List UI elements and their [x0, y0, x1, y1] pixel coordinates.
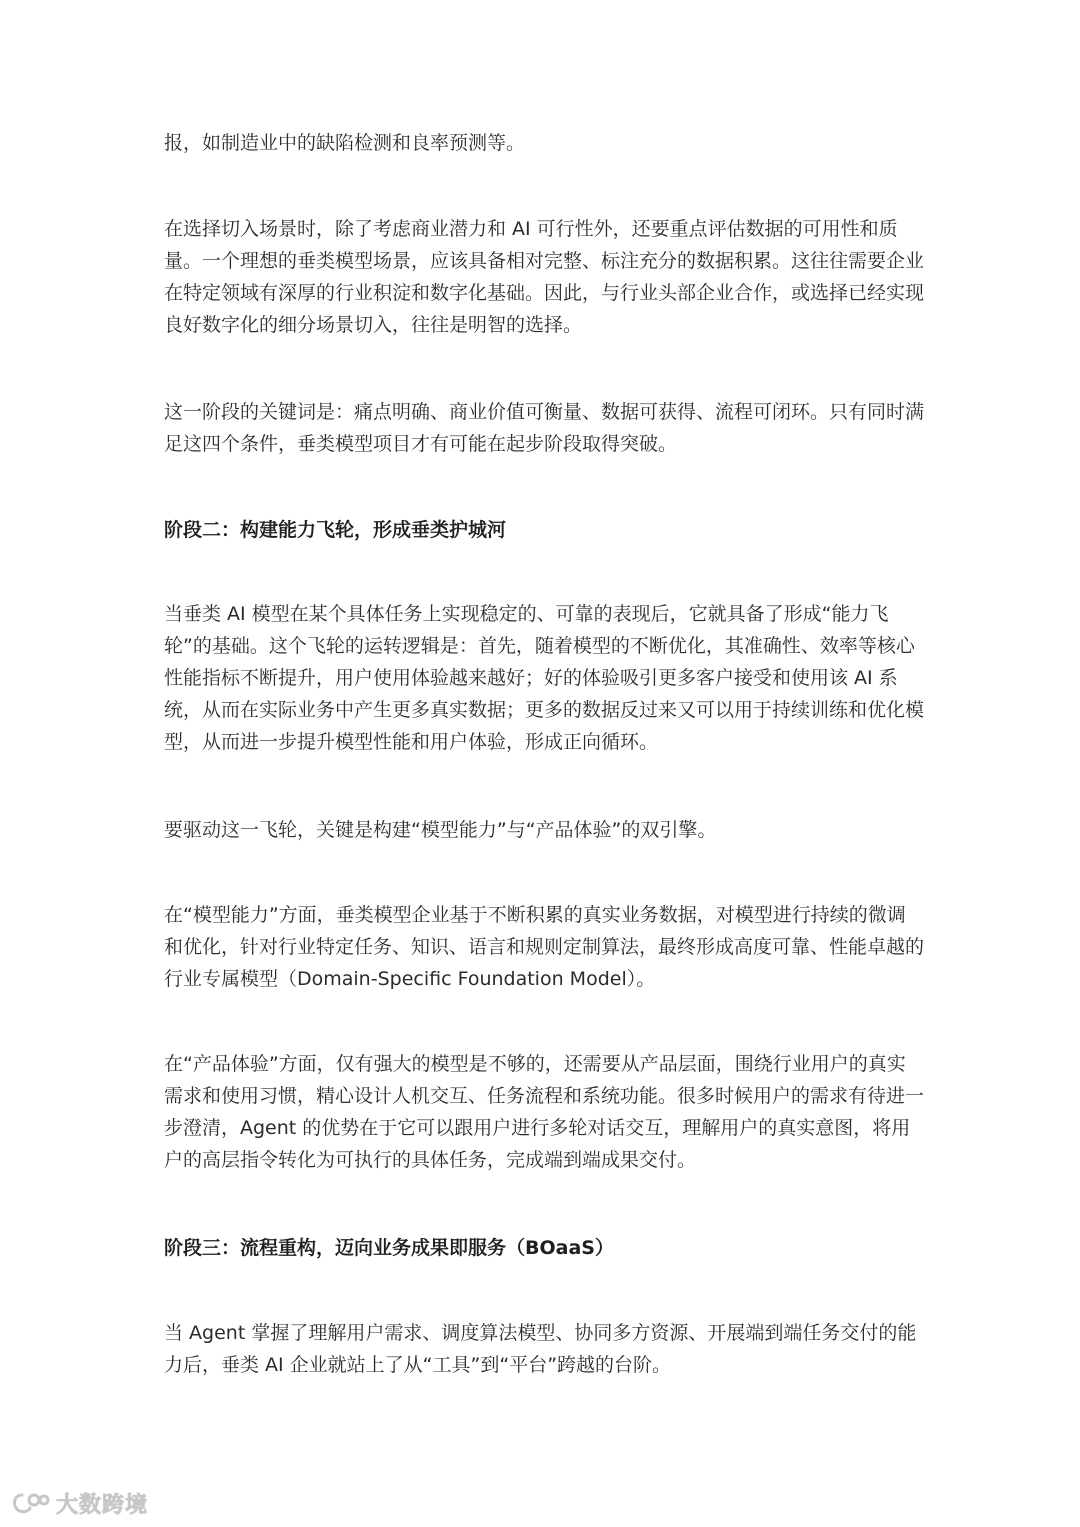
paragraph-agent-platform: 当 Agent 掌握了理解用户需求、调度算法模型、协同多方资源、开展端到端任务交付的能力后，垂类 AI 企业就站上了从“工具”到“平台”跨越的台阶。: [164, 1322, 917, 1376]
paragraph-model-capability: 在“模型能力”方面，垂类模型企业基于不断积累的真实业务数据，对模型进行持续的微调和优化，针对行业特定任务、知识、语言和规则定制算法，最终形成高度可靠、性能卓越的行业专属模型（Domain-Specific Foundation Model）。: [164, 904, 925, 990]
watermark-text: 大数跨境: [56, 1493, 149, 1518]
logo-icon: [10, 1491, 50, 1517]
paragraph-scenario-selection: 在选择切入场景时，除了考虑商业潜力和 AI 可行性外，还要重点评估数据的可用性和质量。一个理想的垂类模型场景，应该具备相对完整、标注充分的数据积累。这往往需要企业在特定领域有深厚的行业积淀和数字化基础。因此，与行业头部企业合作，或选择已经实现良好数字化的细分场景切入，往往是明智的选择。: [164, 218, 925, 336]
paragraph-capability-flywheel: 当垂类 AI 模型在某个具体任务上实现稳定的、可靠的表现后，它就具备了形成“能力飞轮”的基础。这个飞轮的运转逻辑是：首先，随着模型的不断优化，其准确性、效率等核心性能指标不断提升，用户使用体验越来越好；好的体验吸引更多客户接受和使用该 AI 系统，从而在实际业务中产生更多真实数据；更多的数据反过来又可以用于持续训练和优化模型，从而进一步提升模型性能和用户体验，形成正向循环。: [164, 603, 925, 753]
section-heading-stage-three: 阶段三：流程重构，迈向业务成果即服务（BOaaS）: [164, 1237, 614, 1259]
watermark: [10, 1488, 148, 1519]
paragraph-dual-engine: 要驱动这一飞轮，关键是构建“模型能力”与“产品体验”的双引擎。: [164, 819, 717, 841]
paragraph-keywords: 这一阶段的关键词是：痛点明确、商业价值可衡量、数据可获得、流程可闭环。只有同时满足这四个条件，垂类模型项目才有可能在起步阶段取得突破。: [164, 401, 925, 455]
paragraph-product-experience: 在“产品体验”方面，仅有强大的模型是不够的，还需要从产品层面，围绕行业用户的真实需求和使用习惯，精心设计人机交互、任务流程和系统功能。很多时候用户的需求有待进一步澄清，Agent 的优势在于它可以跟用户进行多轮对话交互，理解用户的真实意图，将用户的高层指令转化为可执行的具体任务，完成端到端成果交付。: [164, 1053, 925, 1171]
section-heading-stage-two: 阶段二：构建能力飞轮，形成垂类护城河: [164, 519, 507, 541]
paragraph-continuation: 报，如制造业中的缺陷检测和良率预测等。: [164, 132, 526, 154]
